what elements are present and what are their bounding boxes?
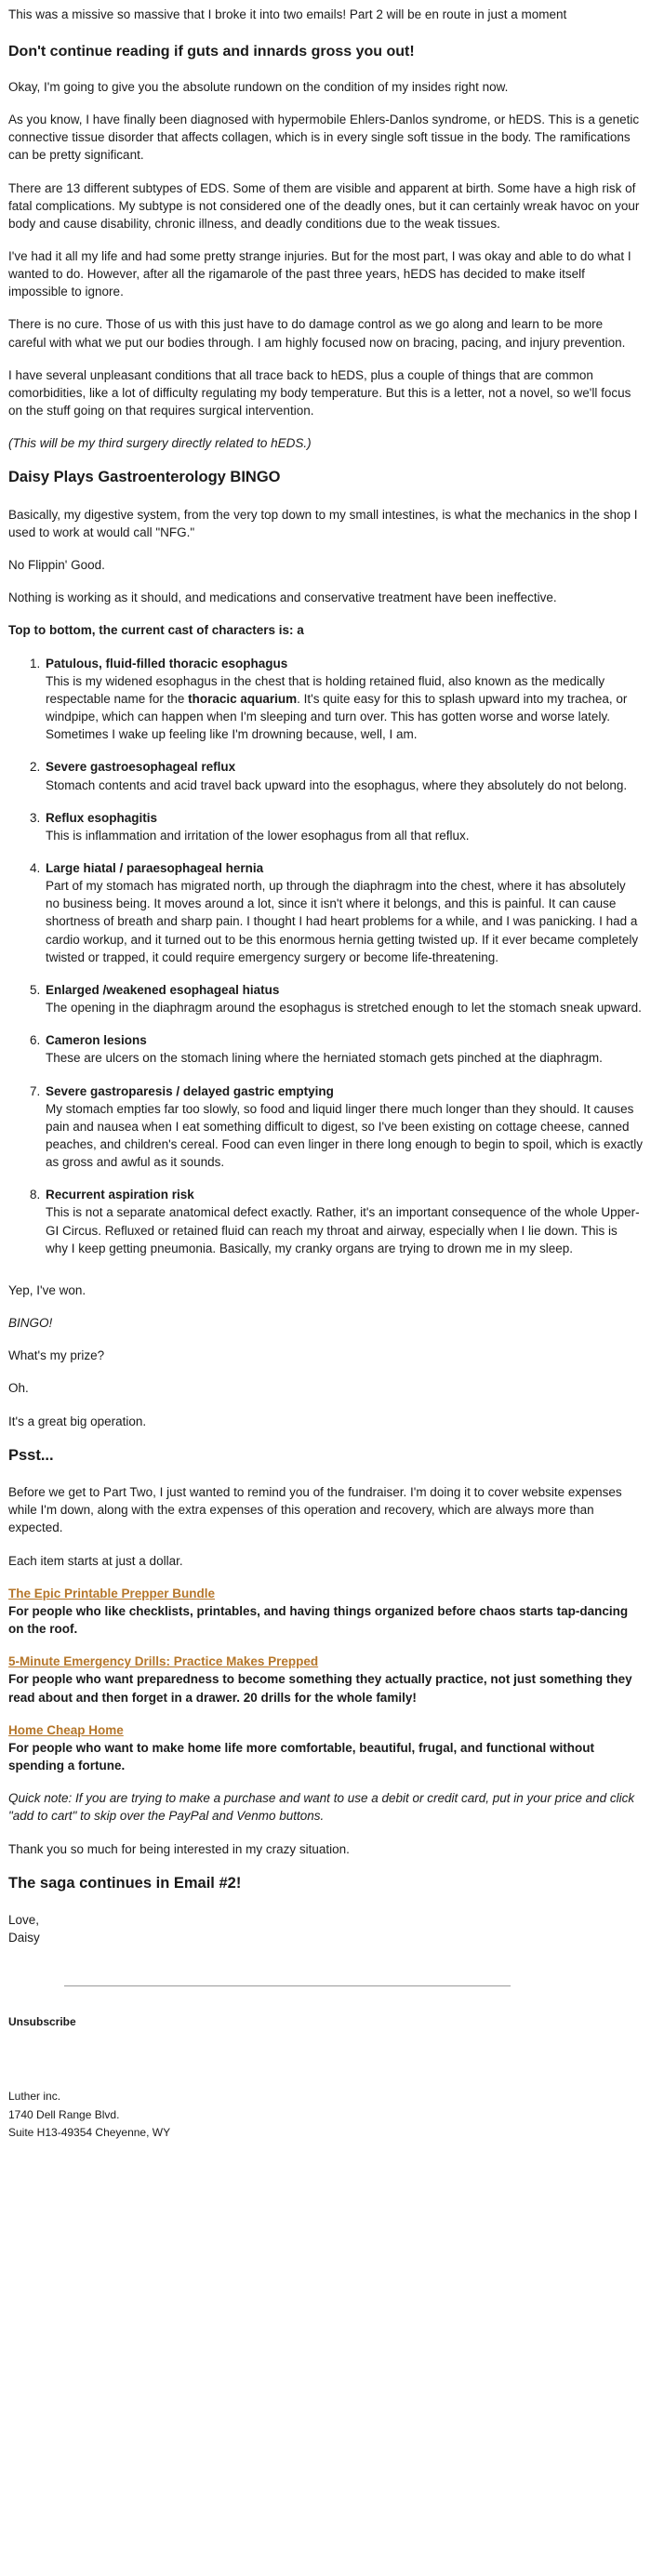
- list-item-desc: . It's quite easy for this to splash upward into my trachea, or windpipe, which can happen when I'm sleeping and turn over. This has gotten worse and worse lately. Sometimes I wake up feeling like I'm drowning because, well, I am.: [46, 691, 628, 742]
- psst-heading: Psst...: [8, 1446, 54, 1464]
- paragraph: No Flippin' Good.: [8, 558, 105, 573]
- footer-address-line: 1740 Dell Range Blvd.: [8, 2107, 120, 2121]
- paragraph: There are 13 different subtypes of EDS. Some of them are visible and apparent at birth. Some have a high risk of fatal complications. My subtype is not considered one of the deadly ones, but it can certainly wreak havoc on your body and cause disability, chronic illness, and deadly conditions due to the weak tissues.: [8, 180, 640, 231]
- list-item: [44, 809, 643, 844]
- list-item-desc: This is not a separate anatomical defect exactly. Rather, it's an important consequence of the whole Upper-GI Circus. Refluxed or retained fluid can reach my throat and airway, especially when I lie down. This is why I keep getting pneumonia. Basically, my cranky organs are trying to drown me in my sleep.: [46, 1205, 640, 1255]
- footer-company: Luther inc.: [8, 2090, 61, 2104]
- bingo-exclaim: BINGO!: [8, 1316, 53, 1331]
- list-item-title: 8. Recurrent aspiration risk: [46, 1188, 194, 1202]
- paragraph: Before we get to Part Two, I just wanted to remind you of the fundraiser. I'm doing it to cover website expenses while I'm down, along with the extra expenses of this operation and recovery, which are always more than expected.: [8, 1485, 622, 1535]
- divider: [64, 1985, 511, 1986]
- product-desc: For people who like checklists, printables, and having things organized before chaos starts tap-dancing on the roof.: [8, 1603, 629, 1637]
- list-item: [44, 1082, 643, 1172]
- cast-list: [8, 655, 643, 1257]
- list-item: [44, 758, 643, 793]
- paragraph: What's my prize?: [8, 1348, 105, 1363]
- list-item: [44, 1031, 643, 1067]
- list-item-title: 4. Large hiatal / paraesophageal hernia: [46, 860, 264, 875]
- saga-heading: The saga continues in Email #2!: [8, 1874, 242, 1892]
- footer-address-line: Suite H13-49354 Cheyenne, WY: [8, 2125, 171, 2139]
- list-item-title: 5. Enlarged /weakened esophageal hiatus: [46, 982, 280, 997]
- unsubscribe-link[interactable]: Unsubscribe: [8, 2015, 76, 2029]
- list-item-desc: Stomach contents and acid travel back upward into the esophagus, where they absolutely do not belong.: [46, 777, 628, 792]
- paragraph: I've had it all my life and had some pretty strange injuries. But for the most part, I was okay and able to do what I wanted to do. However, after all the rigamarole of the past three years, hEDS has decided to make itself impossible to ignore.: [8, 248, 631, 299]
- list-item-desc: This is inflammation and irritation of the lower esophagus from all that reflux.: [46, 828, 470, 843]
- quick-note: Quick note: If you are trying to make a purchase and want to use a debit or credit card, put in your price and click "add to cart" to skip over the PayPal and Venmo buttons.: [8, 1791, 635, 1824]
- paragraph: It's a great big operation.: [8, 1414, 147, 1428]
- list-item-desc: The opening in the diaphragm around the esophagus is stretched enough to let the stomach sneak upward.: [46, 1001, 642, 1016]
- paragraph: Thank you so much for being interested in my crazy situation.: [8, 1841, 350, 1856]
- signoff-name: Daisy: [8, 1931, 40, 1945]
- list-item-title: 3. Reflux esophagitis: [46, 810, 158, 825]
- intro-text: This was a missive so massive that I broke it into two emails! Part 2 will be en route in just a moment: [8, 7, 567, 21]
- product-link-home-cheap-home[interactable]: Home Cheap Home: [8, 1722, 124, 1737]
- paragraph: As you know, I have finally been diagnosed with hypermobile Ehlers-Danlos syndrome, or hEDS. This is a genetic connective tissue disorder that affects collagen, which is in every single soft tissue in the body. The ramifications can be pretty significant.: [8, 113, 640, 163]
- paragraph: Okay, I'm going to give you the absolute rundown on the condition of my insides right now.: [8, 79, 509, 94]
- list-item-title: 7. Severe gastroparesis / delayed gastric emptying: [46, 1083, 334, 1098]
- product-desc: For people who want to make home life more comfortable, beautiful, frugal, and functional without spending a fortune.: [8, 1740, 595, 1773]
- warning-heading: Don't continue reading if guts and innards gross you out!: [8, 44, 415, 60]
- list-item: [44, 859, 643, 966]
- footer-address: [8, 2088, 643, 2142]
- list-item-title: 1. Patulous, fluid-filled thoracic esophagus: [46, 656, 288, 671]
- product-block: [8, 1653, 643, 1706]
- paragraph: Basically, my digestive system, from the very top down to my small intestines, is what the mechanics in the shop I used to work at would call "NFG.": [8, 507, 638, 539]
- signoff-love: Love,: [8, 1913, 40, 1928]
- list-item-desc: This is my widened esophagus in the chest that is holding retained fluid, also known as the medically respectable name for the: [46, 673, 605, 706]
- paragraph: I have several unpleasant conditions that all trace back to hEDS, plus a couple of things that are common comorbidities, like a lot of difficulty regulating my body temperature. But this is a letter, not a novel, so we'll focus on the stuff going on that requires surgical intervention.: [8, 367, 631, 418]
- product-block: [8, 1721, 643, 1774]
- product-desc: For people who want preparedness to become something they actually practice, not just something they read about and then forget in a drawer. 20 drills for the whole family!: [8, 1672, 632, 1705]
- list-item: [44, 1186, 643, 1257]
- cast-intro: Top to bottom, the current cast of characters is: a: [8, 623, 304, 638]
- product-block: [8, 1585, 643, 1638]
- list-item-title: 2. Severe gastroesophageal reflux: [46, 760, 236, 775]
- list-item: [44, 655, 643, 744]
- list-item-desc-bold: thoracic aquarium: [188, 691, 298, 706]
- product-link-emergency-drills[interactable]: 5-Minute Emergency Drills: Practice Makes Prepped: [8, 1654, 319, 1669]
- list-item-title: 6. Cameron lesions: [46, 1033, 147, 1048]
- paragraph: Oh.: [8, 1381, 29, 1396]
- paragraph: There is no cure. Those of us with this just have to do damage control as we go along and learn to be more careful with what we put our bodies through. I am highly focused now on bracing, pacing, and injury prevention.: [8, 317, 626, 350]
- paragraph: Each item starts at just a dollar.: [8, 1553, 183, 1568]
- product-link-prepper-bundle[interactable]: The Epic Printable Prepper Bundle: [8, 1586, 216, 1600]
- list-item-desc: These are ulcers on the stomach lining where the herniated stomach gets pinched at the diaphragm.: [46, 1051, 603, 1066]
- signoff: [8, 1911, 643, 1946]
- bingo-heading: Daisy Plays Gastroenterology BINGO: [8, 469, 281, 486]
- list-item-desc: Part of my stomach has migrated north, up through the diaphragm into the chest, where it has absolutely no business being. It moves around a lot, since it isn't where it belongs, and this is painful. It can cause shortness of breath and sharp pain. I thought I had heart problems for a while, and I was panicking. I had a cardio workup, and it turned out to be this enormous hernia getting twisted up. If it ever became completely twisted or trapped, it could require emergency surgery or become life-threatening.: [46, 879, 639, 964]
- surgery-note: (This will be my third surgery directly related to hEDS.): [8, 436, 312, 451]
- paragraph: Yep, I've won.: [8, 1282, 86, 1297]
- list-item-desc: My stomach empties far too slowly, so food and liquid linger there much longer than they should. It causes pain and nausea when I eat something difficult to digest, so I've been existing on cottage cheese, canned peaches, and children's cereal. Food can even linger in there long enough to begin to spoil, which is exactly as gross and awful as it sounds.: [46, 1101, 643, 1170]
- paragraph: Nothing is working as it should, and medications and conservative treatment have been ineffective.: [8, 591, 557, 605]
- list-item: [44, 981, 643, 1016]
